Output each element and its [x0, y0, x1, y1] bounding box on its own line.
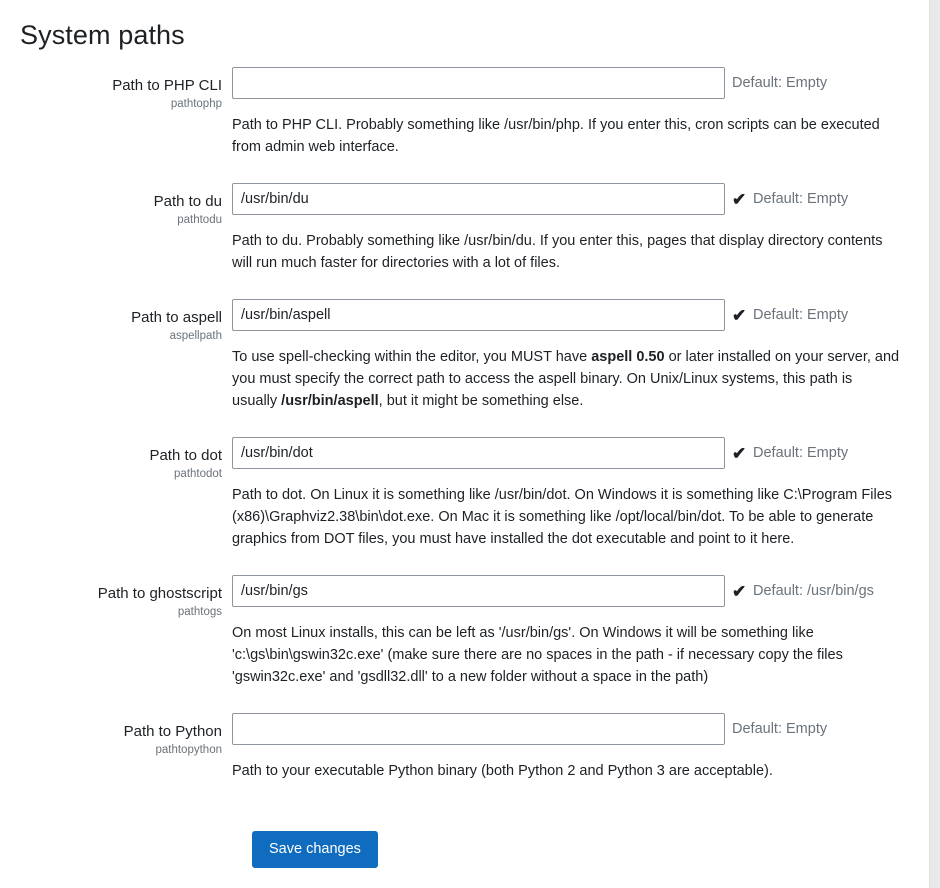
setting-shortname: aspellpath	[169, 330, 222, 342]
setting-input-col	[232, 575, 909, 688]
setting-input-line	[232, 67, 909, 99]
check-icon: ✔	[732, 443, 747, 463]
setting-input-col	[232, 183, 909, 274]
setting-label: Path to aspell	[131, 309, 222, 326]
setting-label-col	[0, 437, 232, 482]
setting-input-col	[232, 67, 909, 158]
setting-input-col	[232, 437, 909, 550]
check-icon: ✔	[732, 189, 747, 209]
row-spacer	[0, 550, 909, 575]
setting-label: Path to Python	[123, 723, 222, 740]
setting-description: Path to PHP CLI. Probably something like /usr/bin/php. If you enter this, cron scripts can be executed from admin web interface.	[232, 117, 880, 155]
setting-label-col	[0, 299, 232, 344]
row-spacer	[0, 158, 909, 183]
input-pathtodot[interactable]	[232, 437, 725, 469]
setting-shortname: pathtodu	[177, 214, 222, 226]
setting-shortname: pathtophp	[170, 98, 222, 110]
default-value-text: Default: Empty	[732, 75, 828, 91]
setting-row-pathtopython	[0, 713, 909, 782]
setting-shortname: pathtogs	[177, 606, 222, 618]
setting-label: Path to du	[153, 193, 222, 210]
save-row	[0, 831, 929, 888]
default-value-text: Default: Empty	[732, 721, 828, 737]
setting-label-col	[0, 183, 232, 228]
setting-row-pathtogs	[0, 575, 909, 688]
setting-label-col	[0, 713, 232, 758]
input-pathtogs[interactable]	[232, 575, 725, 607]
page-title: System paths	[20, 20, 185, 50]
input-aspellpath[interactable]	[232, 299, 725, 331]
save-changes-button[interactable]: Save changes	[252, 831, 378, 868]
setting-label-col	[0, 575, 232, 620]
setting-input-line	[232, 299, 909, 331]
default-value-text: Default: Empty	[753, 445, 849, 461]
input-pathtopython[interactable]	[232, 713, 725, 745]
row-spacer	[0, 412, 909, 437]
setting-label: Path to dot	[149, 447, 222, 464]
setting-description: On most Linux installs, this can be left as '/usr/bin/gs'. On Windows it will be something like 'c:\gs\bin\gswin32c.exe' (make sure there are no spaces in the path - if necessary copy the files 'gswin32c.exe' and 'gsdll32.dll' to a new folder without a space in the path)	[232, 625, 843, 685]
check-icon: ✔	[732, 305, 747, 325]
setting-row-pathtodot	[0, 437, 909, 550]
default-value-text: Default: /usr/bin/gs	[753, 583, 874, 599]
setting-shortname: pathtopython	[155, 744, 222, 756]
setting-input-col	[232, 713, 909, 782]
setting-row-pathtophp	[0, 67, 909, 158]
check-icon: ✔	[732, 581, 747, 601]
setting-label: Path to PHP CLI	[112, 77, 222, 94]
setting-input-line	[232, 713, 909, 745]
row-spacer	[0, 782, 909, 807]
default-value-text: Default: Empty	[753, 191, 849, 207]
setting-shortname: pathtodot	[174, 468, 222, 480]
system-paths-form	[0, 67, 929, 807]
setting-description: To use spell-checking within the editor, you MUST have aspell 0.50 or later installed on your server, and you must specify the correct path to access the aspell binary. On Unix/Linux systems, this path is usually /usr/bin/aspell, but it might be something else.	[232, 349, 900, 409]
setting-description: Path to du. Probably something like /usr/bin/du. If you enter this, pages that display directory contents will run much faster for directories with a lot of files.	[232, 233, 883, 271]
setting-input-line	[232, 437, 909, 469]
row-spacer	[0, 274, 909, 299]
input-pathtophp[interactable]	[232, 67, 725, 99]
setting-input-line	[232, 575, 909, 607]
input-pathtodu[interactable]	[232, 183, 725, 215]
setting-description: Path to dot. On Linux it is something like /usr/bin/dot. On Windows it is something like C:\Program Files (x86)\Graphviz2.38\bin\dot.exe. On Mac it is something like /opt/local/bin/dot. To be able to generate graphics from DOT files, you must have installed the dot executable and point to it here.	[232, 487, 893, 547]
setting-row-pathtodu	[0, 183, 909, 274]
default-value-text: Default: Empty	[753, 307, 849, 323]
row-spacer	[0, 688, 909, 713]
setting-description: Path to your executable Python binary (both Python 2 and Python 3 are acceptable).	[232, 763, 773, 779]
setting-input-line	[232, 183, 909, 215]
setting-label: Path to ghostscript	[97, 585, 222, 602]
setting-row-aspellpath	[0, 299, 909, 412]
setting-input-col	[232, 299, 909, 412]
setting-label-col	[0, 67, 232, 112]
